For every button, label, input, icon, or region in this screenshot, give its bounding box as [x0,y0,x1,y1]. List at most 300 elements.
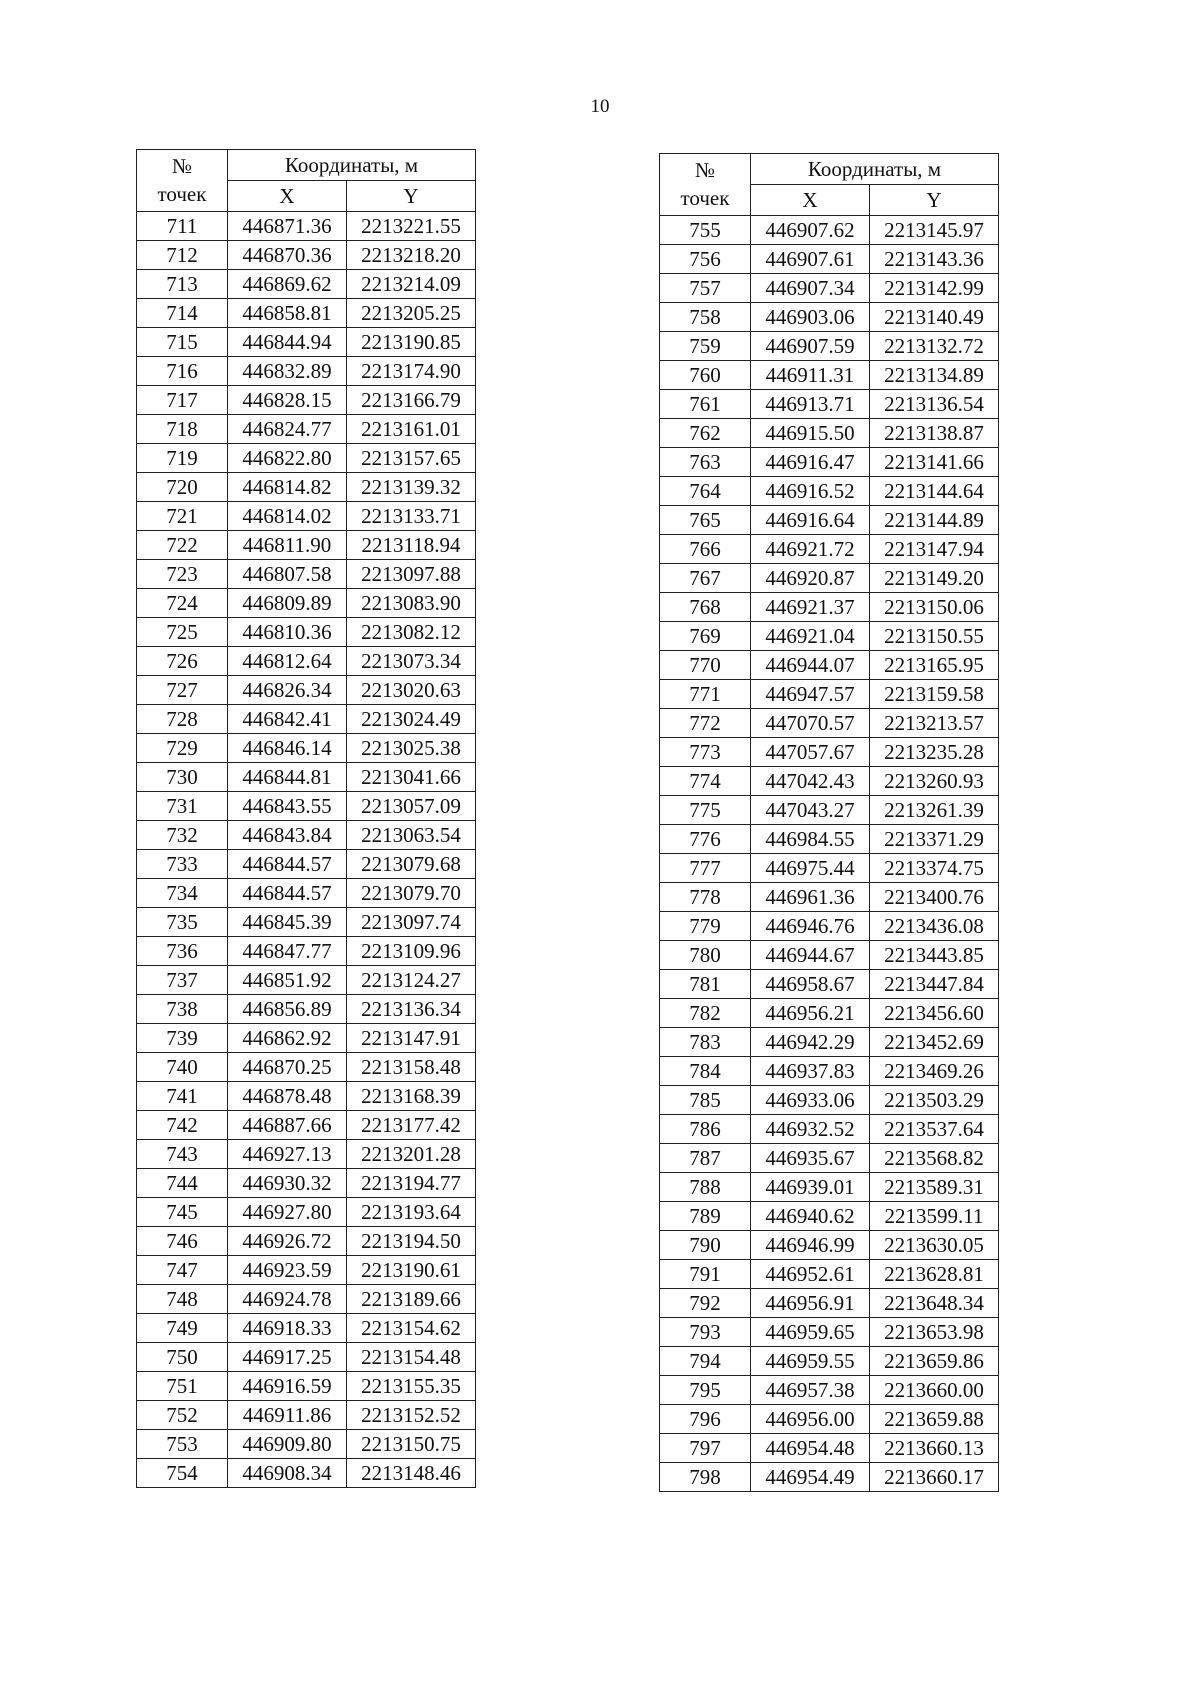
y-header: Y [347,181,476,212]
x-coordinate-cell: 446844.81 [228,763,347,792]
x-coordinate-cell: 446959.55 [751,1347,870,1376]
point-number-cell: 713 [137,270,228,299]
point-number-cell: 763 [660,448,751,477]
table-row [660,796,999,825]
point-number-cell: 723 [137,560,228,589]
point-number-cell: 773 [660,738,751,767]
table-row [660,1289,999,1318]
points-label: точек [680,185,730,210]
x-coordinate-cell: 446856.89 [228,995,347,1024]
coordinates-header: Координаты, м [751,154,999,185]
point-number-cell: 717 [137,386,228,415]
x-coordinate-cell: 446930.32 [228,1169,347,1198]
point-number-cell: 754 [137,1459,228,1488]
table-row [137,328,476,357]
table-row [137,647,476,676]
y-coordinate-cell: 2213142.99 [870,274,999,303]
table-row [137,821,476,850]
table-row [660,1028,999,1057]
x-coordinate-cell: 446844.57 [228,879,347,908]
table-row [660,1144,999,1173]
table-row [660,1260,999,1289]
y-coordinate-cell: 2213436.08 [870,912,999,941]
x-coordinate-cell: 446826.34 [228,676,347,705]
point-number-cell: 744 [137,1169,228,1198]
y-coordinate-cell: 2213630.05 [870,1231,999,1260]
table-row [137,792,476,821]
x-coordinate-cell: 446946.76 [751,912,870,941]
x-coordinate-cell: 446917.25 [228,1343,347,1372]
point-number-header [660,154,751,216]
x-coordinate-cell: 446916.64 [751,506,870,535]
table-row [660,1347,999,1376]
x-coordinate-cell: 446956.21 [751,999,870,1028]
table-row [137,241,476,270]
point-number-cell: 751 [137,1372,228,1401]
x-coordinate-cell: 446878.48 [228,1082,347,1111]
table-row [660,1202,999,1231]
point-number-cell: 731 [137,792,228,821]
x-coordinate-cell: 446916.59 [228,1372,347,1401]
x-coordinate-cell: 446908.34 [228,1459,347,1488]
x-coordinate-cell: 446810.36 [228,618,347,647]
point-number-cell: 787 [660,1144,751,1173]
table-row [660,245,999,274]
x-coordinate-cell: 446843.55 [228,792,347,821]
table-row [137,444,476,473]
x-coordinate-cell: 446847.77 [228,937,347,966]
y-coordinate-cell: 2213628.81 [870,1260,999,1289]
table-row [137,1227,476,1256]
y-coordinate-cell: 2213161.01 [347,415,476,444]
table-row [137,1140,476,1169]
table-row [137,386,476,415]
y-coordinate-cell: 2213201.28 [347,1140,476,1169]
table-row [660,303,999,332]
y-coordinate-cell: 2213083.90 [347,589,476,618]
table-row [660,419,999,448]
table-row [660,1405,999,1434]
point-number-cell: 743 [137,1140,228,1169]
point-number-cell: 785 [660,1086,751,1115]
point-number-cell: 760 [660,361,751,390]
y-coordinate-cell: 2213469.26 [870,1057,999,1086]
table-row [137,705,476,734]
point-number-cell: 745 [137,1198,228,1227]
x-coordinate-cell: 447043.27 [751,796,870,825]
y-coordinate-cell: 2213660.17 [870,1463,999,1492]
table-row [137,1343,476,1372]
point-number-cell: 793 [660,1318,751,1347]
point-number-cell: 758 [660,303,751,332]
y-coordinate-cell: 2213194.50 [347,1227,476,1256]
table-row [137,1024,476,1053]
x-coordinate-cell: 446913.71 [751,390,870,419]
x-coordinate-cell: 446954.49 [751,1463,870,1492]
y-coordinate-cell: 2213097.88 [347,560,476,589]
point-number-cell: 728 [137,705,228,734]
x-coordinate-cell: 446858.81 [228,299,347,328]
y-coordinate-cell: 2213503.29 [870,1086,999,1115]
y-coordinate-cell: 2213235.28 [870,738,999,767]
x-coordinate-cell: 446822.80 [228,444,347,473]
x-coordinate-cell: 446920.87 [751,564,870,593]
x-coordinate-cell: 446870.25 [228,1053,347,1082]
point-number-cell: 769 [660,622,751,651]
x-coordinate-cell: 447042.43 [751,767,870,796]
table-row [660,1376,999,1405]
table-row [660,912,999,941]
x-coordinate-cell: 446935.67 [751,1144,870,1173]
y-coordinate-cell: 2213599.11 [870,1202,999,1231]
point-number-cell: 741 [137,1082,228,1111]
y-coordinate-cell: 2213205.25 [347,299,476,328]
x-coordinate-cell: 446832.89 [228,357,347,386]
point-number-cell: 783 [660,1028,751,1057]
x-coordinate-cell: 446927.80 [228,1198,347,1227]
point-number-cell: 722 [137,531,228,560]
point-number-cell: 777 [660,854,751,883]
x-coordinate-cell: 446870.36 [228,241,347,270]
table-row [137,1256,476,1285]
point-number-cell: 781 [660,970,751,999]
y-coordinate-cell: 2213456.60 [870,999,999,1028]
y-coordinate-cell: 2213097.74 [347,908,476,937]
point-number-cell: 733 [137,850,228,879]
x-coordinate-cell: 446846.14 [228,734,347,763]
table-row [137,676,476,705]
x-coordinate-cell: 446933.06 [751,1086,870,1115]
y-coordinate-cell: 2213063.54 [347,821,476,850]
table-row [137,1401,476,1430]
y-coordinate-cell: 2213221.55 [347,212,476,241]
point-number-cell: 791 [660,1260,751,1289]
table-body [137,212,476,1488]
table-row [137,734,476,763]
table-row [137,879,476,908]
table-row [660,1318,999,1347]
x-coordinate-cell: 446954.48 [751,1434,870,1463]
y-coordinate-cell: 2213138.87 [870,419,999,448]
x-coordinate-cell: 446828.15 [228,386,347,415]
point-number-cell: 716 [137,357,228,386]
y-coordinate-cell: 2213166.79 [347,386,476,415]
coordinates-table-left [136,149,476,1488]
table-row [660,564,999,593]
y-coordinate-cell: 2213079.70 [347,879,476,908]
point-number-cell: 749 [137,1314,228,1343]
y-coordinate-cell: 2213653.98 [870,1318,999,1347]
table-row [660,883,999,912]
y-coordinate-cell: 2213124.27 [347,966,476,995]
table-row [660,767,999,796]
point-number-cell: 782 [660,999,751,1028]
point-number-cell: 784 [660,1057,751,1086]
x-coordinate-cell: 446924.78 [228,1285,347,1314]
y-coordinate-cell: 2213155.35 [347,1372,476,1401]
x-coordinate-cell: 446844.94 [228,328,347,357]
table-row [660,216,999,245]
table-row [137,1053,476,1082]
x-coordinate-cell: 446871.36 [228,212,347,241]
y-coordinate-cell: 2213177.42 [347,1111,476,1140]
y-coordinate-cell: 2213147.94 [870,535,999,564]
point-number-cell: 755 [660,216,751,245]
table-row [660,332,999,361]
y-coordinate-cell: 2213659.88 [870,1405,999,1434]
point-number-cell: 779 [660,912,751,941]
table-row [660,1057,999,1086]
point-number-cell: 762 [660,419,751,448]
y-coordinate-cell: 2213660.13 [870,1434,999,1463]
point-number-cell: 724 [137,589,228,618]
table-row [137,850,476,879]
table-row [660,825,999,854]
table-row [137,589,476,618]
table-row [660,361,999,390]
point-number-cell: 711 [137,212,228,241]
x-coordinate-cell: 446845.39 [228,908,347,937]
x-coordinate-cell: 446907.61 [751,245,870,274]
point-number-cell: 712 [137,241,228,270]
x-coordinate-cell: 446946.99 [751,1231,870,1260]
y-coordinate-cell: 2213443.85 [870,941,999,970]
point-number-cell: 772 [660,709,751,738]
point-number-cell: 746 [137,1227,228,1256]
points-label: точек [157,181,207,206]
table-row [660,622,999,651]
point-number-cell: 796 [660,1405,751,1434]
y-coordinate-cell: 2213154.62 [347,1314,476,1343]
y-coordinate-cell: 2213150.55 [870,622,999,651]
point-number-cell: 747 [137,1256,228,1285]
x-coordinate-cell: 446926.72 [228,1227,347,1256]
x-coordinate-cell: 446932.52 [751,1115,870,1144]
x-header: X [228,181,347,212]
x-coordinate-cell: 446807.58 [228,560,347,589]
y-coordinate-cell: 2213194.77 [347,1169,476,1198]
table-row [137,937,476,966]
point-number-cell: 768 [660,593,751,622]
point-number-cell: 775 [660,796,751,825]
point-number-cell: 797 [660,1434,751,1463]
table-row [137,1372,476,1401]
point-number-cell: 750 [137,1343,228,1372]
y-coordinate-cell: 2213141.66 [870,448,999,477]
point-number-cell: 721 [137,502,228,531]
point-number-header [137,150,228,212]
table-row [137,618,476,647]
y-coordinate-cell: 2213214.09 [347,270,476,299]
table-body [660,216,999,1492]
x-coordinate-cell: 446911.31 [751,361,870,390]
table-row [660,506,999,535]
y-coordinate-cell: 2213659.86 [870,1347,999,1376]
x-coordinate-cell: 446869.62 [228,270,347,299]
page-number: 10 [590,96,610,117]
x-coordinate-cell: 446959.65 [751,1318,870,1347]
point-number-cell: 761 [660,390,751,419]
table-row [137,357,476,386]
point-number-cell: 790 [660,1231,751,1260]
table-row [660,1086,999,1115]
x-coordinate-cell: 446956.91 [751,1289,870,1318]
y-coordinate-cell: 2213190.85 [347,328,476,357]
y-coordinate-cell: 2213189.66 [347,1285,476,1314]
coordinates-table-right [659,153,999,1492]
y-coordinate-cell: 2213537.64 [870,1115,999,1144]
y-coordinate-cell: 2213568.82 [870,1144,999,1173]
x-coordinate-cell: 446921.72 [751,535,870,564]
point-number-cell: 719 [137,444,228,473]
x-coordinate-cell: 446923.59 [228,1256,347,1285]
table-row [660,535,999,564]
y-coordinate-cell: 2213079.68 [347,850,476,879]
x-coordinate-cell: 447070.57 [751,709,870,738]
y-coordinate-cell: 2213260.93 [870,767,999,796]
x-coordinate-cell: 446911.86 [228,1401,347,1430]
point-number-cell: 715 [137,328,228,357]
table-row [137,531,476,560]
y-coordinate-cell: 2213133.71 [347,502,476,531]
point-number-cell: 727 [137,676,228,705]
y-coordinate-cell: 2213374.75 [870,854,999,883]
x-coordinate-cell: 446921.37 [751,593,870,622]
point-number-cell: 789 [660,1202,751,1231]
x-coordinate-cell: 446957.38 [751,1376,870,1405]
x-coordinate-cell: 446947.57 [751,680,870,709]
point-number-cell: 766 [660,535,751,564]
x-coordinate-cell: 446958.67 [751,970,870,999]
table-row [660,651,999,680]
point-number-cell: 735 [137,908,228,937]
x-coordinate-cell: 446944.07 [751,651,870,680]
number-sign: № [694,158,716,183]
point-number-cell: 732 [137,821,228,850]
table-row [137,299,476,328]
y-coordinate-cell: 2213144.64 [870,477,999,506]
x-coordinate-cell: 446887.66 [228,1111,347,1140]
table-row [660,1115,999,1144]
y-coordinate-cell: 2213159.58 [870,680,999,709]
x-coordinate-cell: 446952.61 [751,1260,870,1289]
point-number-cell: 752 [137,1401,228,1430]
x-coordinate-cell: 446975.44 [751,854,870,883]
y-coordinate-cell: 2213132.72 [870,332,999,361]
point-number-cell: 726 [137,647,228,676]
y-coordinate-cell: 2213020.63 [347,676,476,705]
x-coordinate-cell: 446824.77 [228,415,347,444]
table-row [137,966,476,995]
x-coordinate-cell: 446812.64 [228,647,347,676]
point-number-cell: 748 [137,1285,228,1314]
table-row [137,763,476,792]
table-row [660,448,999,477]
y-coordinate-cell: 2213109.96 [347,937,476,966]
x-coordinate-cell: 446811.90 [228,531,347,560]
point-number-cell: 792 [660,1289,751,1318]
table-row [137,1285,476,1314]
x-coordinate-cell: 446939.01 [751,1173,870,1202]
table-row [137,560,476,589]
y-coordinate-cell: 2213660.00 [870,1376,999,1405]
table-row [660,390,999,419]
table-row [660,941,999,970]
y-coordinate-cell: 2213168.39 [347,1082,476,1111]
table-row [660,1463,999,1492]
table-row [660,709,999,738]
point-number-cell: 788 [660,1173,751,1202]
point-number-cell: 720 [137,473,228,502]
point-number-cell: 738 [137,995,228,1024]
table-row [660,593,999,622]
y-coordinate-cell: 2213193.64 [347,1198,476,1227]
x-coordinate-cell: 446940.62 [751,1202,870,1231]
x-coordinate-cell: 446851.92 [228,966,347,995]
point-number-cell: 739 [137,1024,228,1053]
table-row [660,854,999,883]
number-sign: № [171,154,193,179]
point-number-cell: 736 [137,937,228,966]
y-coordinate-cell: 2213371.29 [870,825,999,854]
x-coordinate-cell: 446921.04 [751,622,870,651]
y-coordinate-cell: 2213136.54 [870,390,999,419]
y-coordinate-cell: 2213152.52 [347,1401,476,1430]
y-coordinate-cell: 2213082.12 [347,618,476,647]
y-coordinate-cell: 2213136.34 [347,995,476,1024]
x-coordinate-cell: 446942.29 [751,1028,870,1057]
y-coordinate-cell: 2213144.89 [870,506,999,535]
y-coordinate-cell: 2213148.46 [347,1459,476,1488]
point-number-cell: 725 [137,618,228,647]
table-row [137,1459,476,1488]
x-coordinate-cell: 446842.41 [228,705,347,734]
x-coordinate-cell: 446814.82 [228,473,347,502]
table-row [660,738,999,767]
y-coordinate-cell: 2213041.66 [347,763,476,792]
y-coordinate-cell: 2213447.84 [870,970,999,999]
table-row [137,473,476,502]
point-number-cell: 737 [137,966,228,995]
y-coordinate-cell: 2213190.61 [347,1256,476,1285]
x-coordinate-cell: 446907.34 [751,274,870,303]
table-row [137,1169,476,1198]
point-number-cell: 776 [660,825,751,854]
point-number-cell: 753 [137,1430,228,1459]
x-coordinate-cell: 446927.13 [228,1140,347,1169]
y-coordinate-cell: 2213157.65 [347,444,476,473]
table-row [137,1111,476,1140]
x-coordinate-cell: 446916.47 [751,448,870,477]
y-coordinate-cell: 2213134.89 [870,361,999,390]
point-number-cell: 730 [137,763,228,792]
y-coordinate-cell: 2213118.94 [347,531,476,560]
y-coordinate-cell: 2213073.34 [347,647,476,676]
point-number-cell: 764 [660,477,751,506]
x-coordinate-cell: 446909.80 [228,1430,347,1459]
x-coordinate-cell: 446862.92 [228,1024,347,1053]
table-row [137,1430,476,1459]
point-number-cell: 794 [660,1347,751,1376]
point-number-cell: 718 [137,415,228,444]
y-coordinate-cell: 2213145.97 [870,216,999,245]
point-number-cell: 729 [137,734,228,763]
y-coordinate-cell: 2213150.06 [870,593,999,622]
table-row [660,1434,999,1463]
y-coordinate-cell: 2213174.90 [347,357,476,386]
table-row [137,212,476,241]
point-number-cell: 778 [660,883,751,912]
